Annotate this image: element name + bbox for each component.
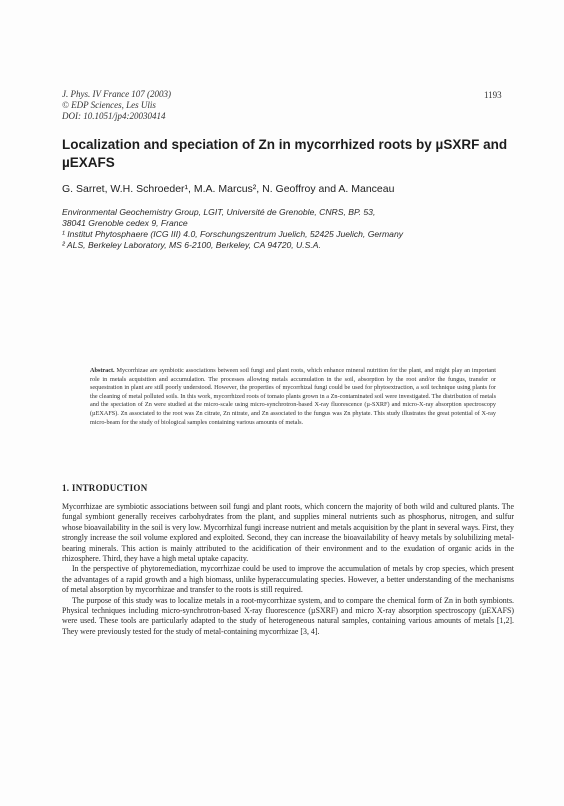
section-heading-introduction: 1. INTRODUCTION <box>62 483 148 493</box>
affiliation-line: 38041 Grenoble cedex 9, France <box>62 218 188 228</box>
body-paragraph: The purpose of this study was to localize metals in a root-mycorrhizae system, and to compare the chemical form of Zn in both symbionts. Physical techniques including micro-synchrotron-based X-ray fluorescence (µSXRF) and micro X-ray absorption spectroscopy (µEXAFS) were used. These tools are particularly adapted to the study of heterogeneous natural samples, containing various amounts of metals [1,2]. They were previously tested for the study of metal-containing mycorrhizae [3, 4]. <box>62 595 514 636</box>
abstract-label: Abstract. <box>90 367 115 374</box>
body-paragraph: Mycorrhizae are symbiotic associations between soil fungi and plant roots, which concern the majority of both wild and cultured plants. The fungal symbiont generally receives carbohydrates from the plant, and supplies mineral nutrients such as phosphorus, nitrogen, and sulfur whose bioavailability in the soil is very low. Mycorrhizal fungi increase nutrient and metals acquisition by the plant in several ways. First, they strongly increase the soil volume explored and exploited. Second, they can increase the bioavailability of heavy metals by solubilizing metal-bearing minerals. This action is mainly attributed to the acidification of their environment and to the exudation of organic acids in the rhizosphere. Third, they have a high metal uptake capacity. <box>62 502 514 564</box>
paper-title: Localization and speciation of Zn in mycorrhized roots by µSXRF and µEXAFS <box>62 137 508 170</box>
journal-line-3: DOI: 10.1051/jp4:20030414 <box>62 111 166 121</box>
body-paragraph: In the perspective of phytoremediation, mycorrhizae could be used to improve the accumulation of metals by crop species, which present the advantages of a rapid growth and a high biomass, unlike hyperaccumulating species. However, a better understanding of the mechanisms of metal absorption by mycorrhizae and transfer to the roots is still required. <box>62 564 514 595</box>
journal-line-1: J. Phys. IV France 107 (2003) <box>62 89 172 99</box>
abstract-text: Mycorrhizae are symbiotic associations between soil fungi and plant roots, which enhance mineral nutrition for the plant, and might play an important role in metals acquisition and accumulation. The processes allowing metals accumulation in the soil, absorption by the root and/or the fungus, transfer or sequestration in plant are still poorly understood. However, the properties of mycorrhizal fungi could be used for phytoextraction, a soil technique using plants for the cleaning of metal polluted soils. In this work, mycorrhized roots of tomato plants grown in a Zn-contaminated soil were investigated. The distribution of metals and the speciation of Zn were studied at the micro-scale using micro-synchrotron-based X-ray fluorescence (µ-SXRF) and micro-X-ray absorption spectroscopy (µEXAFS). Zn associated to the root was Zn citrate, Zn nitrate, and Zn associated to the fungus was Zn phytate. This study illustrates the great potential of X-ray micro-beam for the study of biological samples containing various amounts of metals. <box>90 367 496 426</box>
introduction-body <box>62 502 514 637</box>
abstract <box>90 367 496 427</box>
affiliations <box>62 207 532 251</box>
affiliation-line: ¹ Institut Phytosphaere (ICG III) 4.0, Forschungszentrum Juelich, 52425 Juelich, Germany <box>62 229 404 239</box>
affiliation-line: ² ALS, Berkeley Laboratory, MS 6-2100, Berkeley, CA 94720, U.S.A. <box>62 240 321 250</box>
journal-line-2: © EDP Sciences, Les Ulis <box>62 100 156 110</box>
author-list: G. Sarret, W.H. Schroeder¹, M.A. Marcus², N. Geoffroy and A. Manceau <box>62 183 395 195</box>
journal-citation <box>62 89 171 122</box>
page-number: 1193 <box>484 90 502 100</box>
affiliation-line: Environmental Geochemistry Group, LGIT, Université de Grenoble, CNRS, BP. 53, <box>62 207 376 217</box>
